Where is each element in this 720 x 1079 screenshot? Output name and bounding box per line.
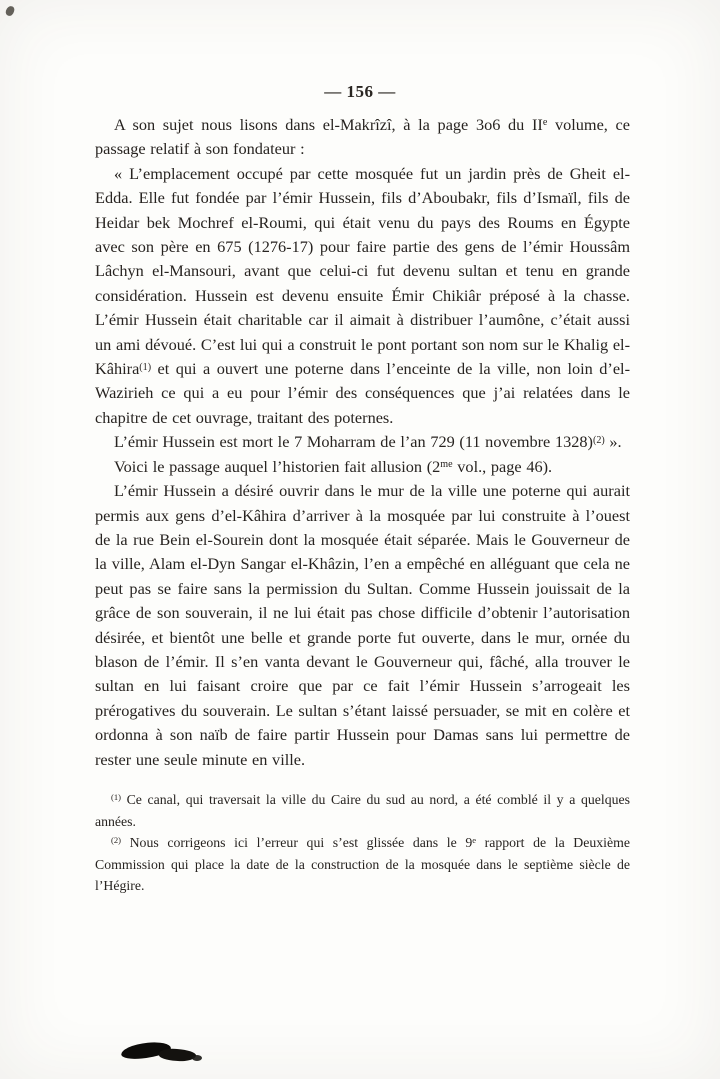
footnote-paragraph [95,832,630,897]
body-paragraph [95,162,630,430]
superscript-marker: (1) [111,792,121,803]
footnote-paragraph [95,789,630,832]
text-run: vol., page 46). [452,456,553,476]
text-run: Ce canal, qui traversait la ville du Caire du sud au nord, a été comblé il y a quelques années. [95,791,630,829]
text-column [95,113,630,897]
superscript-marker: (2) [111,835,121,846]
ink-smudge-artifact [159,1048,197,1063]
text-run: L’émir Hussein a désiré ouvrir dans le mur de la ville une poterne qui aurait permis aux gens d’el-Kâhira d’arriver à la mosquée par lui construite à l’ouest de la rue Bein el-Sourein dont la mosquée était séparée. Mais le Gouverneur de la ville, Alam el-Dyn Sangar el-Khâzin, l’en a empêché en alléguant que cela ne peut pas se faire sans la permission du Sultan. Comme Hussein jouissait de la grâce de son souverain, il ne lui était pas chose difficile d’obtenir l’autorisation désirée, et bientôt une belle et grande porte fut ouverte, dans le mur, ornée du blason de l’émir. Il s’en vanta devant le Gouverneur qui, fâché, alla trouver le sultan en lui faisant croire que par ce fait l’émir Hussein s’arrogeait les prérogatives du souverain. Le sultan s’étant laissé persuader, se mit en colère et ordonna à son naïb de faire partir Hussein pour Damas sans lui permettre de rester une seule minute en ville. [95,481,630,769]
body-paragraph [95,113,630,162]
text-run: ». [604,432,622,452]
text-run: A son sujet nous lisons dans el-Makrîzî, à la page 3o6 du II [114,115,543,134]
body-paragraph [95,455,630,479]
text-run: rapport de la Deuxième Commission qui place la date de la construction de la mosquée dans le septième siècle de l’Hégire. [95,835,630,894]
footnotes-section [95,789,630,897]
text-run: L’émir Hussein est mort le 7 Moharram de l’an 729 (11 novembre 1328) [114,432,593,452]
superscript-marker: (2) [592,434,605,446]
superscript-marker: e [472,835,477,846]
ink-smudge-artifact [192,1055,202,1061]
body-paragraph [95,479,630,772]
text-run: et qui a ouvert une poterne dans l’enceinte de la ville, non loin d’el-Wazirieh ce qui a eu pour l’émir des conséquences que j’ai relatées dans le chapitre de cet ouvrage, traitant des poternes. [95,359,630,427]
superscript-marker: me [440,459,453,471]
text-run: Nous corrigeons ici l’erreur qui s’est glissée dans le 9 [120,835,473,851]
superscript-marker: e [542,117,548,129]
scan-speck-artifact [5,5,15,17]
page-number: — 156 — [324,82,396,101]
document-paragraphs [95,113,630,772]
body-paragraph [95,430,630,454]
superscript-marker: (1) [139,361,152,373]
text-run: « L’emplacement occupé par cette mosquée fut un jardin près de Gheit el-Edda. Elle fut fondée par l’émir Hussein, fils d’Aboubakr, fils d’Ismaïl, fils de Heidar bek Mochref el-Roumi, qui était venu du pays des Roums en Égypte avec son père en 675 (1276-17) pour faire partie des gens de l’émir Houssâm Lâchyn el-Mansouri, avant que celui-ci fut devenu sultan et tenu en grande considération. Hussein est devenu ensuite Émir Chikiâr préposé à la chasse. L’émir Hussein était charitable car il aimait à distribuer l’aumône, c’était aussi un ami dévoué. C’est lui qui a construit le pont portant son nom sur le Khalig el-Kâhira [95,163,630,379]
text-run: Voici le passage auquel l’historien fait allusion (2 [114,456,441,476]
text-run: volume, ce passage relatif à son fondateur : [95,115,630,159]
